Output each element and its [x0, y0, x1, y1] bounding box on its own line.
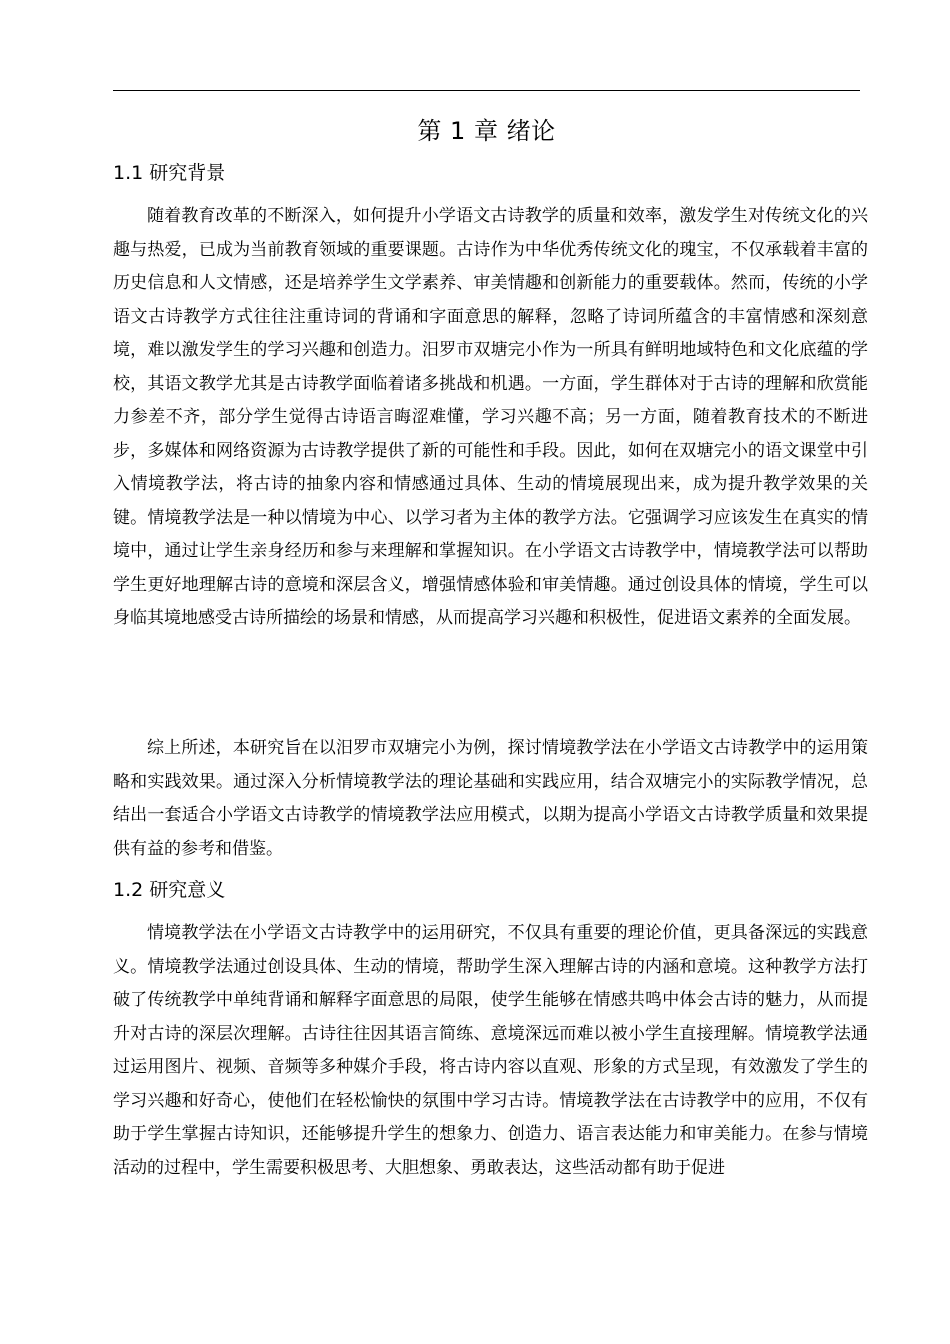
section-heading-background: 1.1 研究背景: [113, 162, 226, 184]
paragraph-background-2: 综上所述，本研究旨在以汨罗市双塘完小为例，探讨情境教学法在小学语文古诗教学中的运用策略和实践效果。通过深入分析情境教学法的理论基础和实践应用，结合双塘完小的实际教学情况，总结出一套适合小学语文古诗教学的情境教学法应用模式，以期为提高小学语文古诗教学质量和效果提供有益的参考和借鉴。: [113, 738, 868, 859]
paragraph-significance-1: 情境教学法在小学语文古诗教学中的运用研究，不仅具有重要的理论价值，更具备深远的实践意义。情境教学法通过创设具体、生动的情境，帮助学生深入理解古诗的内涵和意境。这种教学方法打破了传统教学中单纯背诵和解释字面意思的局限，使学生能够在情感共鸣中体会古诗的魅力，从而提升对古诗的深层次理解。古诗往往因其语言简练、意境深远而难以被小学生直接理解。情境教学法通过运用图片、视频、音频等多种媒介手段，将古诗内容以直观、形象的方式呈现，有效激发了学生的学习兴趣和好奇心，使他们在轻松愉快的氛围中学习古诗。情境教学法在古诗教学中的应用，不仅有助于学生掌握古诗知识，还能够提升学生的想象力、创造力、语言表达能力和审美能力。在参与情境活动的过程中，学生需要积极思考、大胆想象、勇敢表达，这些活动都有助于促进: [113, 923, 868, 1178]
section-heading-significance: 1.2 研究意义: [113, 879, 226, 901]
chapter-title: 第 1 章 绪论: [417, 117, 556, 145]
paragraph-background-1: 随着教育改革的不断深入，如何提升小学语文古诗教学的质量和效率，激发学生对传统文化的兴趣与热爱，已成为当前教育领域的重要课题。古诗作为中华优秀传统文化的瑰宝，不仅承载着丰富的历史信息和人文情感，还是培养学生文学素养、审美情趣和创新能力的重要载体。然而，传统的小学语文古诗教学方式往往注重诗词的背诵和字面意思的解释，忽略了诗词所蕴含的丰富情感和深刻意境，难以激发学生的学习兴趣和创造力。汨罗市双塘完小作为一所具有鲜明地域特色和文化底蕴的学校，其语文教学尤其是古诗教学面临着诸多挑战和机遇。一方面，学生群体对于古诗的理解和欣赏能力参差不齐，部分学生觉得古诗语言晦涩难懂，学习兴趣不高；另一方面，随着教育技术的不断进步，多媒体和网络资源为古诗教学提供了新的可能性和手段。因此，如何在双塘完小的语文课堂中引入情境教学法，将古诗的抽象内容和情感通过具体、生动的情境展现出来，成为提升教学效果的关键。情境教学法是一种以情境为中心、以学习者为主体的教学方法。它强调学习应该发生在真实的情境中，通过让学生亲身经历和参与来理解和掌握知识。在小学语文古诗教学中，情境教学法可以帮助学生更好地理解古诗的意境和深层含义，增强情感体验和审美情趣。通过创设具体的情境，学生可以身临其境地感受古诗所描绘的场景和情感，从而提高学习兴趣和积极性，促进语文素养的全面发展。: [113, 206, 868, 628]
header-rule: [113, 90, 860, 91]
